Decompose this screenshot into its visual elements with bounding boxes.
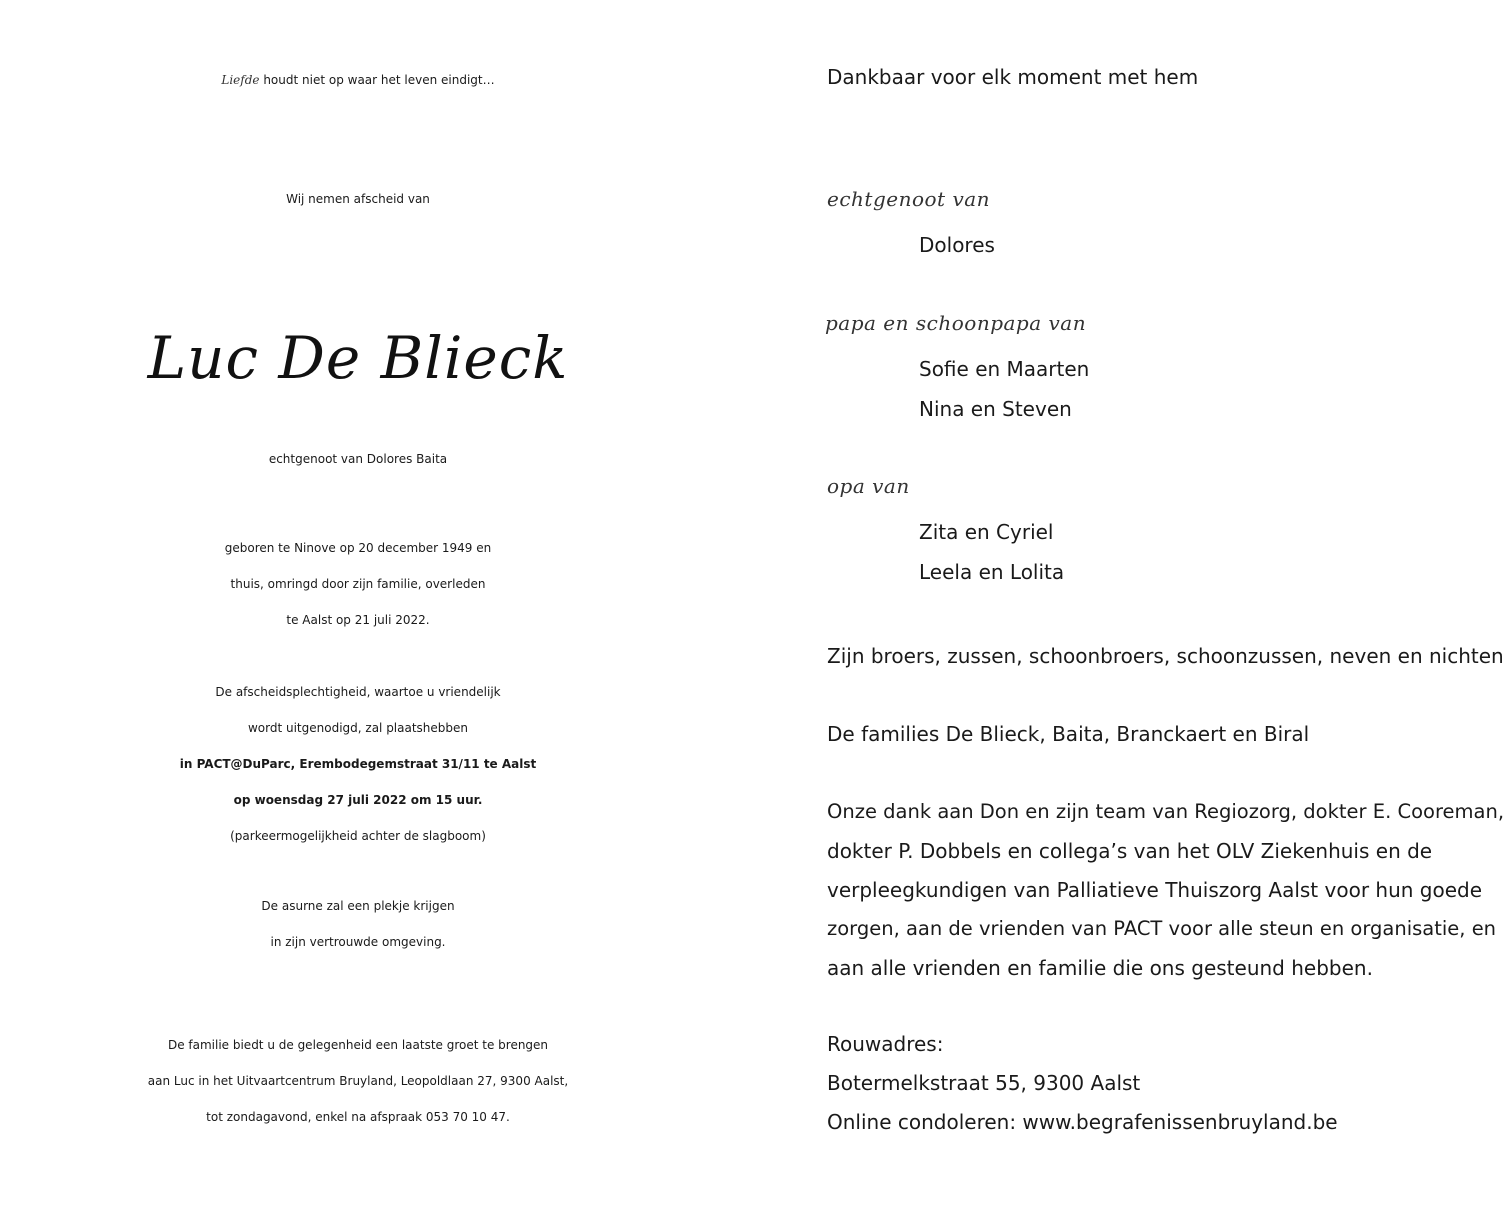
urn-line-1: De asurne zal een plekje krijgen xyxy=(261,899,455,913)
member-nina-steven: Nina en Steven xyxy=(919,397,1072,421)
motto-text: houdt niet op waar het leven eindigt… xyxy=(263,73,495,87)
thanks-line-2: dokter P. Dobbels en collega’s van het OLV Ziekenhuis en de xyxy=(827,839,1433,863)
birth-line-1: geboren te Ninove op 20 december 1949 en xyxy=(224,541,492,555)
left-column xyxy=(0,0,716,1214)
ceremony-line-2: wordt uitgenodigd, zal plaatshebben xyxy=(247,721,469,735)
member-dolores: Dolores xyxy=(919,233,995,257)
online-condolence: Online condoleren: www.begrafenissenbruyland.be xyxy=(827,1110,1338,1134)
deceased-name: Luc De Blieck xyxy=(147,324,569,392)
ceremony-line-1: De afscheidsplechtigheid, waartoe u vriendelijk xyxy=(215,685,501,699)
families-line: De families De Blieck, Baita, Branckaert en Biral xyxy=(827,722,1310,746)
ceremony-date: op woensdag 27 juli 2022 om 15 uur. xyxy=(233,793,483,807)
thanks-line-5: aan alle vrienden en familie die ons gesteund hebben. xyxy=(827,956,1373,980)
relation-label-grandchildren: opa van xyxy=(827,474,910,498)
member-leela-lolita: Leela en Lolita xyxy=(919,560,1065,584)
intro-text: Wij nemen afscheid van xyxy=(286,192,430,206)
grateful-line: Dankbaar voor elk moment met hem xyxy=(827,65,1199,89)
thanks-line-1: Onze dank aan Don en zijn team van Regiozorg, dokter E. Cooreman, xyxy=(827,800,1505,823)
address: Botermelkstraat 55, 9300 Aalst xyxy=(827,1071,1141,1095)
parking-note: (parkeermogelijkheid achter de slagboom) xyxy=(230,829,486,843)
birth-line-2: thuis, omringd door zijn familie, overleden xyxy=(230,577,486,591)
ceremony-location: in PACT@DuParc, Erembodegemstraat 31/11 te Aalst xyxy=(179,757,537,771)
thanks-line-3: verpleegkundigen van Palliatieve Thuiszorg Aalst voor hun goede xyxy=(827,878,1483,902)
relation-label-children: papa en schoonpapa van xyxy=(825,311,1087,335)
urn-line-2: in zijn vertrouwde omgeving. xyxy=(270,935,446,949)
visit-line-3: tot zondagavond, enkel na afspraak 053 70 10 47. xyxy=(206,1110,510,1124)
spouse-line: echtgenoot van Dolores Baita xyxy=(268,452,448,466)
motto xyxy=(0,68,716,92)
siblings-line: Zijn broers, zussen, schoonbroers, schoonzussen, neven en nichten xyxy=(827,644,1504,668)
motto-prefix: Liefde xyxy=(221,73,260,87)
right-column xyxy=(827,0,1509,1214)
member-sofie-maarten: Sofie en Maarten xyxy=(919,357,1090,381)
birth-line-3: te Aalst op 21 juli 2022. xyxy=(286,613,430,627)
thanks-line-4: zorgen, aan de vrienden van PACT voor alle steun en organisatie, en xyxy=(827,917,1497,940)
relation-label-spouse: echtgenoot van xyxy=(827,187,991,211)
member-zita-cyriel: Zita en Cyriel xyxy=(919,520,1054,544)
visit-line-1: De familie biedt u de gelegenheid een laatste groet te brengen xyxy=(167,1038,549,1052)
visit-line-2: aan Luc in het Uitvaartcentrum Bruyland, Leopoldlaan 27, 9300 Aalst, xyxy=(147,1074,569,1088)
address-label: Rouwadres: xyxy=(827,1032,944,1056)
